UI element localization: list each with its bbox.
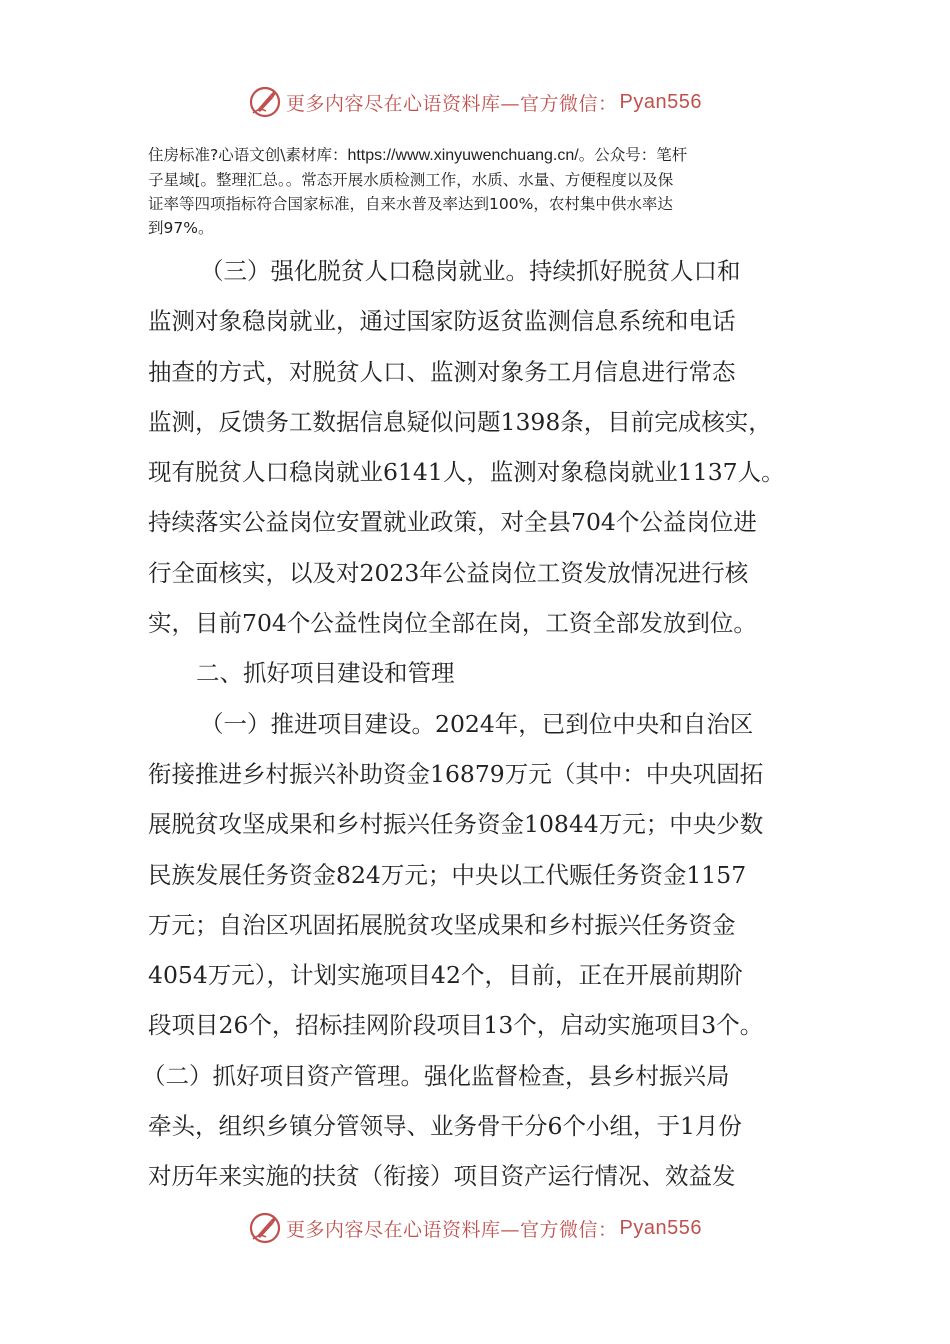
note-line: 到97%。 [148,219,214,237]
note-block [148,143,808,240]
paragraph-line: 展脱贫攻坚成果和乡村振兴任务资金10844万元；中央少数 [148,810,764,839]
paragraph-line: （一）推进项目建设。2024年，已到位中央和自治区 [200,709,754,738]
note-text: 住房标准?心语文创\素材库： [148,146,348,164]
pen-logo-icon [248,85,282,119]
paragraph-line: （二）抓好项目资产管理。强化监督检查，县乡村振兴局 [142,1061,730,1090]
website-link[interactable]: https://www.xinyuwenchuang.cn/ [347,147,579,164]
header-banner [0,82,950,122]
document-body [142,246,838,1202]
footer-banner [0,1208,950,1248]
paragraph-line: 民族发展任务资金824万元；中央以工代赈任务资金1157 [148,860,747,889]
section-heading: 二、抓好项目建设和管理 [196,659,455,688]
paragraph-line: 监测，反馈务工数据信息疑似问题1398条，目前完成核实， [148,407,772,436]
note-text: 。公众号：笔杆 [578,146,688,164]
paragraph-line: 对历年来实施的扶贫（衔接）项目资产运行情况、效益发 [148,1162,736,1191]
paragraph-line: 4054万元），计划实施项目42个，目前，正在开展前期阶 [148,961,743,990]
paragraph-line: 万元；自治区巩固拓展脱贫攻坚成果和乡村振兴任务资金 [148,910,736,939]
banner-wechat-id: Pyan556 [619,90,702,113]
paragraph-line: 衔接推进乡村振兴补助资金16879万元（其中：中央巩固拓 [148,759,764,788]
paragraph-line: 段项目26个，招标挂网阶段项目13个，启动实施项目3个。 [148,1011,764,1040]
paragraph-line: 持续落实公益岗位安置就业政策，对全县704个公益岗位进 [148,508,757,537]
paragraph-line: （三）强化脱贫人口稳岗就业。持续抓好脱贫人口和 [200,257,741,285]
paragraph-line: 行全面核实，以及对2023年公益岗位工资发放情况进行核 [148,558,749,587]
note-line: 证率等四项指标符合国家标准，自来水普及率达到100%，农村集中供水率达 [148,195,673,213]
banner-text: 更多内容尽在心语资料库—官方微信： [286,92,618,115]
paragraph-line: 监测对象稳岗就业，通过国家防返贫监测信息系统和电话 [148,307,736,336]
note-line: 子星域[。整理汇总。。常态开展水质检测工作，水质、水量、方便程度以及保 [148,171,674,189]
paragraph-line: 实，目前704个公益性岗位全部在岗，工资全部发放到位。 [148,609,757,638]
pen-logo-icon [248,1211,282,1245]
banner-wechat-id: Pyan556 [619,1216,702,1239]
paragraph-line: 牵头，组织乡镇分管领导、业务骨干分6个小组，于1月份 [148,1112,742,1141]
note-line [148,143,808,168]
banner-text: 更多内容尽在心语资料库—官方微信： [286,1218,618,1241]
paragraph-line: 抽查的方式，对脱贫人口、监测对象务工月信息进行常态 [148,357,736,386]
paragraph-line: 现有脱贫人口稳岗就业6141人，监测对象稳岗就业1137人。 [148,458,785,487]
